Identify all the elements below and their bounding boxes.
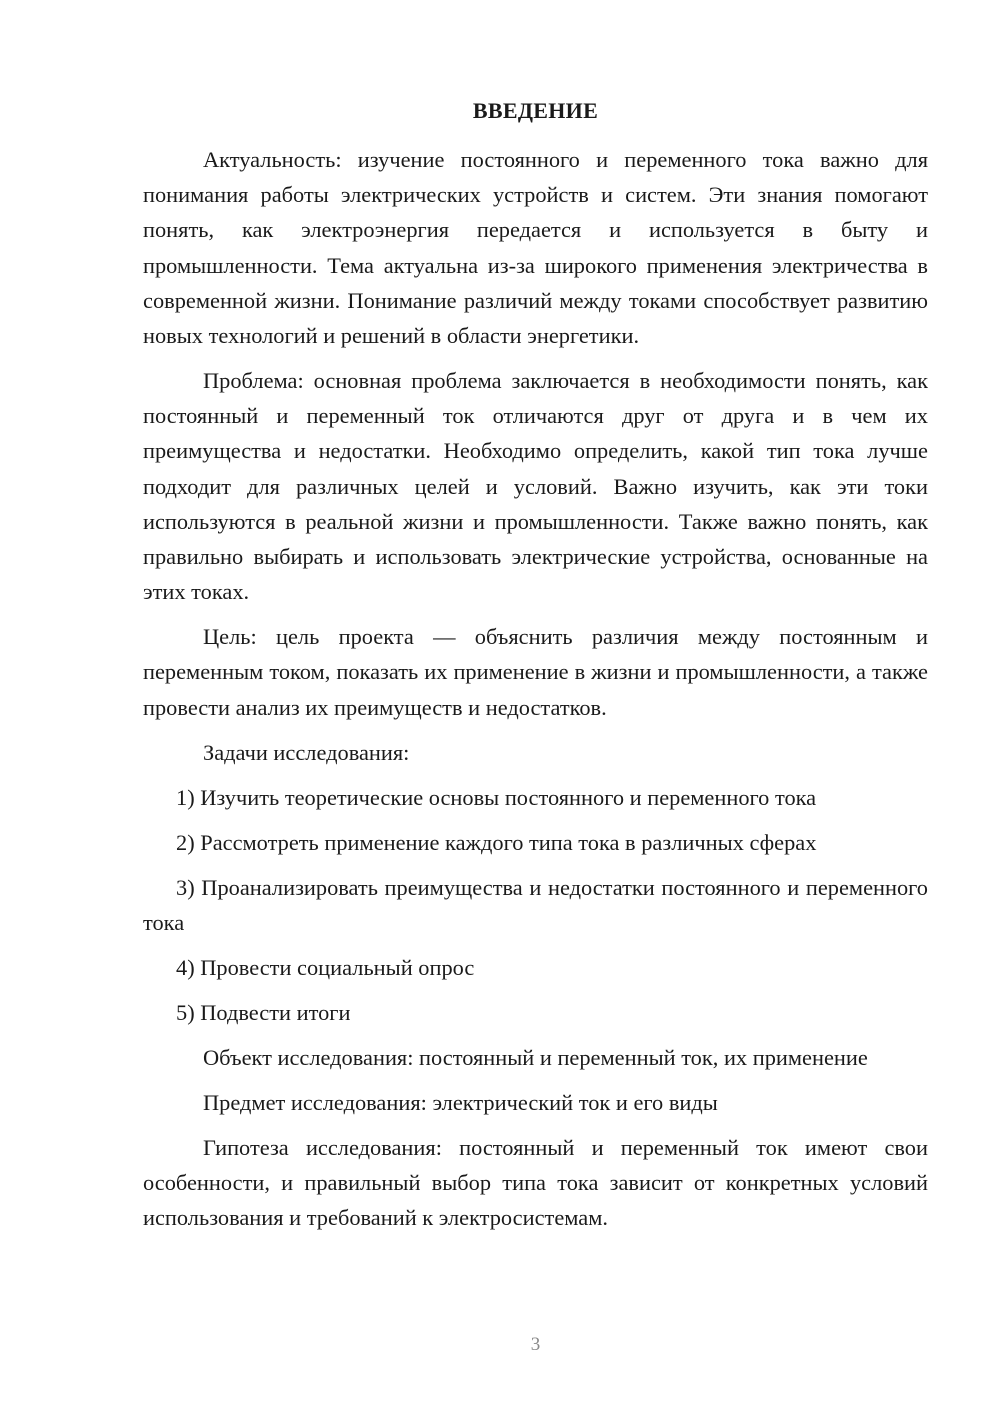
paragraph-hypothesis: Гипотеза исследования: постоянный и переменный ток имеют свои особенности, и правильный выбор типа тока зависит от конкретных условий использования и требований к электросистемам. bbox=[143, 1134, 928, 1231]
task-item: 1) Изучить теоретические основы постоянного и переменного тока bbox=[176, 784, 817, 810]
task-item: 3) Проанализировать преимущества и недостатки постоянного и переменного тока bbox=[143, 874, 928, 935]
tasks-title: Задачи исследования: bbox=[203, 739, 410, 765]
section-heading: ВВЕДЕНИЕ bbox=[472, 98, 599, 123]
paragraph-problem: Проблема: основная проблема заключается в необходимости понять, как постоянный и переменный ток отличаются друг от друга и в чем их преимущества и недостатки. Необходимо определить, какой тип тока лучше подходит для различных целей и условий. Важно изучить, как эти токи используются в реальной жизни и промышленности. Также важно понять, как правильно выбирать и использовать электрические устройства, основанные на этих токах. bbox=[143, 368, 928, 605]
paragraph-relevance: Актуальность: изучение постоянного и переменного тока важно для понимания работы электрических устройств и систем. Эти знания помогают понять, как электроэнергия передается и используется в быту и промышленности. Тема актуальна из-за широкого применения электричества в современной жизни. Понимание различий между токами способствует развитию новых технологий и решений в области энергетики. bbox=[143, 147, 928, 349]
paragraph-object: Объект исследования: постоянный и переменный ток, их применение bbox=[203, 1044, 868, 1070]
task-item: 5) Подвести итоги bbox=[176, 999, 351, 1025]
paragraph-subject: Предмет исследования: электрический ток и его виды bbox=[203, 1089, 718, 1115]
task-item: 4) Провести социальный опрос bbox=[176, 954, 475, 980]
task-item: 2) Рассмотреть применение каждого типа тока в различных сферах bbox=[176, 829, 817, 855]
paragraph-goal: Цель: цель проекта — объяснить различия между постоянным и переменным током, показать их применение в жизни и промышленности, а также провести анализ их преимуществ и недостатков. bbox=[143, 624, 928, 720]
document-body bbox=[143, 142, 928, 1245]
page-number: 3 bbox=[530, 1334, 541, 1355]
